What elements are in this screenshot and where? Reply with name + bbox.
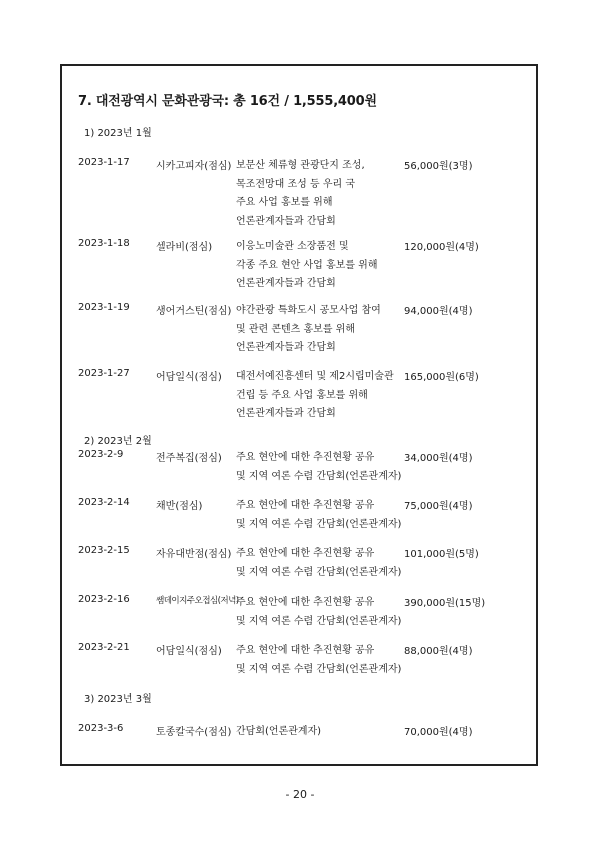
expense-place: 생어거스틴(점심) [156,306,232,317]
expense-date: 2023-1-17 [78,157,130,168]
expense-description [236,594,401,631]
expense-place: 채반(점심) [156,501,203,512]
expense-description [236,449,401,486]
expense-amount: 120,000원(4명) [404,242,479,253]
expense-amount: 94,000원(4명) [404,306,473,317]
description-line: 목조전망대 조성 등 우리 국 [236,178,355,190]
expense-amount: 88,000원(4명) [404,646,473,657]
description-line: 주요 현안에 대한 추진현황 공유 [236,645,375,656]
expense-amount: 34,000원(4명) [404,453,473,464]
page-number: - 20 - [285,788,315,801]
expense-amount: 56,000원(3명) [404,161,473,172]
description-line: 각종 주요 현안 사업 홍보를 위해 [236,259,378,271]
description-line: 언론관계자들과 간담회 [236,408,336,419]
description-line: 언론관계자들과 간담회 [236,278,336,289]
expense-amount: 75,000원(4명) [404,501,473,512]
section-heading: 1) 2023년 1월 [84,128,152,139]
expense-date: 2023-2-16 [78,594,130,605]
expense-date: 2023-2-15 [78,545,130,556]
description-line: 주요 현안에 대한 추진현황 공유 [236,452,375,463]
description-line: 및 지역 여론 수렴 간담회(언론관계자) [236,518,402,530]
expense-place: 쌤데이지주오접심(저녁) [156,596,239,606]
expense-amount: 70,000원(4명) [404,727,473,738]
expense-date: 2023-2-9 [78,449,124,460]
expense-description [236,157,365,231]
expense-place: 전주복집(점심) [156,453,222,464]
expense-amount: 101,000원(5명) [404,549,479,560]
description-line: 주요 현안에 대한 추진현황 공유 [236,597,375,608]
expense-amount: 165,000원(6명) [404,372,479,383]
description-line: 및 지역 여론 수렴 간담회(언론관계자) [236,470,402,482]
expense-date: 2023-1-27 [78,368,130,379]
expense-description [236,545,401,582]
description-line: 이응노미술관 소장품전 및 [236,241,349,252]
description-line: 간담회(언론관계자) [236,726,322,737]
description-line: 야간관광 특화도시 공모사업 참여 [236,305,381,316]
description-line: 언론관계자들과 간담회 [236,215,336,227]
expense-place: 어담일식(점심) [156,646,222,657]
expense-place: 토종칼국수(점심) [156,727,232,738]
expense-place: 셀라비(점심) [156,242,213,253]
expense-description [236,723,321,742]
expense-description [236,642,401,679]
expense-date: 2023-2-14 [78,497,130,508]
description-line: 및 지역 여론 수렴 간담회(언론관계자) [236,615,402,627]
description-line: 및 지역 여론 수렴 간담회(언론관계자) [236,663,402,675]
description-line: 및 지역 여론 수렴 간담회(언론관계자) [236,566,402,578]
expense-description [236,497,401,534]
expense-description [236,238,377,294]
expense-date: 2023-1-19 [78,302,130,313]
description-line: 및 관련 콘텐츠 홍보를 위해 [236,323,355,335]
section-heading: 2) 2023년 2월 [84,436,152,447]
description-line: 언론관계자들과 간담회 [236,342,336,353]
description-line: 주요 현안에 대한 추진현황 공유 [236,548,375,559]
description-line: 주요 현안에 대한 추진현황 공유 [236,500,375,511]
description-line: 주요 사업 홍보를 위해 [236,197,333,208]
expense-date: 2023-1-18 [78,238,130,249]
section-heading: 3) 2023년 3월 [84,694,152,705]
expense-amount: 390,000원(15명) [404,598,486,609]
description-line: 건립 등 주요 사업 홍보를 위해 [236,389,368,401]
expense-date: 2023-3-6 [78,723,124,734]
description-line: 대전서예진흥센터 및 제2시립미술관 [236,371,394,382]
expense-place: 시카고피자(점심) [156,161,232,172]
expense-description [236,368,394,424]
description-line: 보문산 체류형 관광단지 조성, [236,160,365,171]
expense-place: 자유대반점(점심) [156,549,232,560]
expense-description [236,302,381,358]
expense-date: 2023-2-21 [78,642,130,653]
page-title: 7. 대전광역시 문화관광국: 총 16건 / 1,555,400원 [78,94,377,109]
expense-place: 어담일식(점심) [156,372,222,383]
